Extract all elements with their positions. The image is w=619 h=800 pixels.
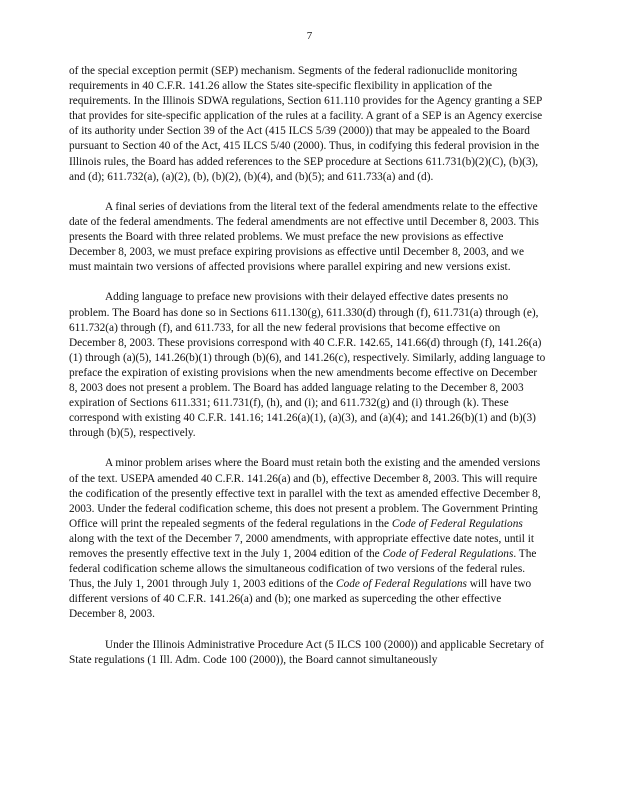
paragraph-3-text: Adding language to preface new provisions with their delayed effective dates presents no problem. The Board has done so in Sections 611.130(g), 611.330(d) through (f), 611.731(a) through (e), 611.732(a) through (f), and 611.733, for all the new federal provisions that become effective on December 8, 2003. These provisions correspond with 40 C.F.R. 142.65, 141.66(d) through (f), 141.26(a)(1) through (a)(5), 141.26(b)(1) through (b)(6), and 141.26(c), respectively. Similarly, adding language to preface the expiration of existing provisions when the new amendments become effective on December 8, 2003 does not present a problem. The Board has added language relating to the December 8, 2003 expiration of Sections 611.331; 611.731(f), (h), and (i); and 611.732(g) and (i) through (k). These correspond with existing 40 C.F.R. 141.16; 141.26(a)(1), (a)(3), and (a)(4); and 141.26(b)(1) and (b)(3) through (b)(5), respectively. [69,291,546,440]
paragraph-2 [69,200,546,275]
paragraph-4-text-d: will have two different versions of 40 C.F.R. 141.26(a) and (b); one marked as superceding the other effective December 8, 2003. [69,578,532,621]
paragraph-1-text: of the special exception permit (SEP) mechanism. Segments of the federal radionuclide monitoring requirements in 40 C.F.R. 141.26 allow the States site-specific flexibility in application of the requirements. In the Illinois SDWA regulations, Section 611.110 provides for the Agency granting a SEP that provides for site-specific application of the rules at a facility. A grant of a SEP is an Agency exercise of its authority under Section 39 of the Act (415 ILCS 5/39 (2000)) that may be appealed to the Board pursuant to Section 40 of the Act, 415 ILCS 5/40 (2000). Thus, in codifying this federal provision in the Illinois rules, the Board has added references to the SEP procedure at Sections 611.731(b)(2)(C), (b)(3), and (d); 611.732(a), (a)(2), (b), (b)(2), (b)(4), and (b)(5); and 611.733(a) and (d). [69,65,543,183]
paragraph-1 [69,64,546,185]
paragraph-4-citation-b: Code of Federal Regulations [382,548,514,560]
paragraph-4 [69,456,546,622]
page-number: 7 [306,30,313,42]
paragraph-4-text-a: A minor problem arises where the Board must retain both the existing and the amended versions of the text. USEPA amended 40 C.F.R. 141.26(a) and (b), effective December 8, 2003. This will require the codification of the presently effective text in parallel with the text as amended effective December 8, 2003. Under the federal codification scheme, this does not present a problem. The Government Printing Office will print the repealed segments of the federal regulations in the [69,457,541,530]
paragraph-5 [69,638,546,668]
paragraph-4-citation-a: Code of Federal Regulations [391,517,523,530]
document-body [69,64,546,668]
paragraph-4-text-b: along with the text of the December 7, 2000 amendments, with appropriate effective date notes, until it removes the presently effective text in the July 1, 2004 edition of the [69,532,535,560]
paragraph-4-citation-c: Code of Federal Regulations [336,578,467,591]
paragraph-3 [69,290,546,441]
paragraph-2-text: A final series of deviations from the literal text of the federal amendments relate to the effective date of the federal amendments. The federal amendments are not effective until December 8, 2003. This presents the Board with three related problems. We must preface the new provisions as effective December 8, 2003, we must preface expiring provisions as effective until December 8, 2003, and we must maintain two versions of affected provisions where parallel expiring and new versions exist. [69,200,539,274]
paragraph-4-text-c: . The federal codification scheme allows the simultaneous codification of two versions of the federal rules. Thus, the July 1, 2001 through July 1, 2003 editions of the [69,548,537,591]
paragraph-5-text: Under the Illinois Administrative Procedure Act (5 ILCS 100 (2000)) and applicable Secretary of State regulations (1 Ill. Adm. Code 100 (2000)), the Board cannot simultaneously [69,638,544,666]
